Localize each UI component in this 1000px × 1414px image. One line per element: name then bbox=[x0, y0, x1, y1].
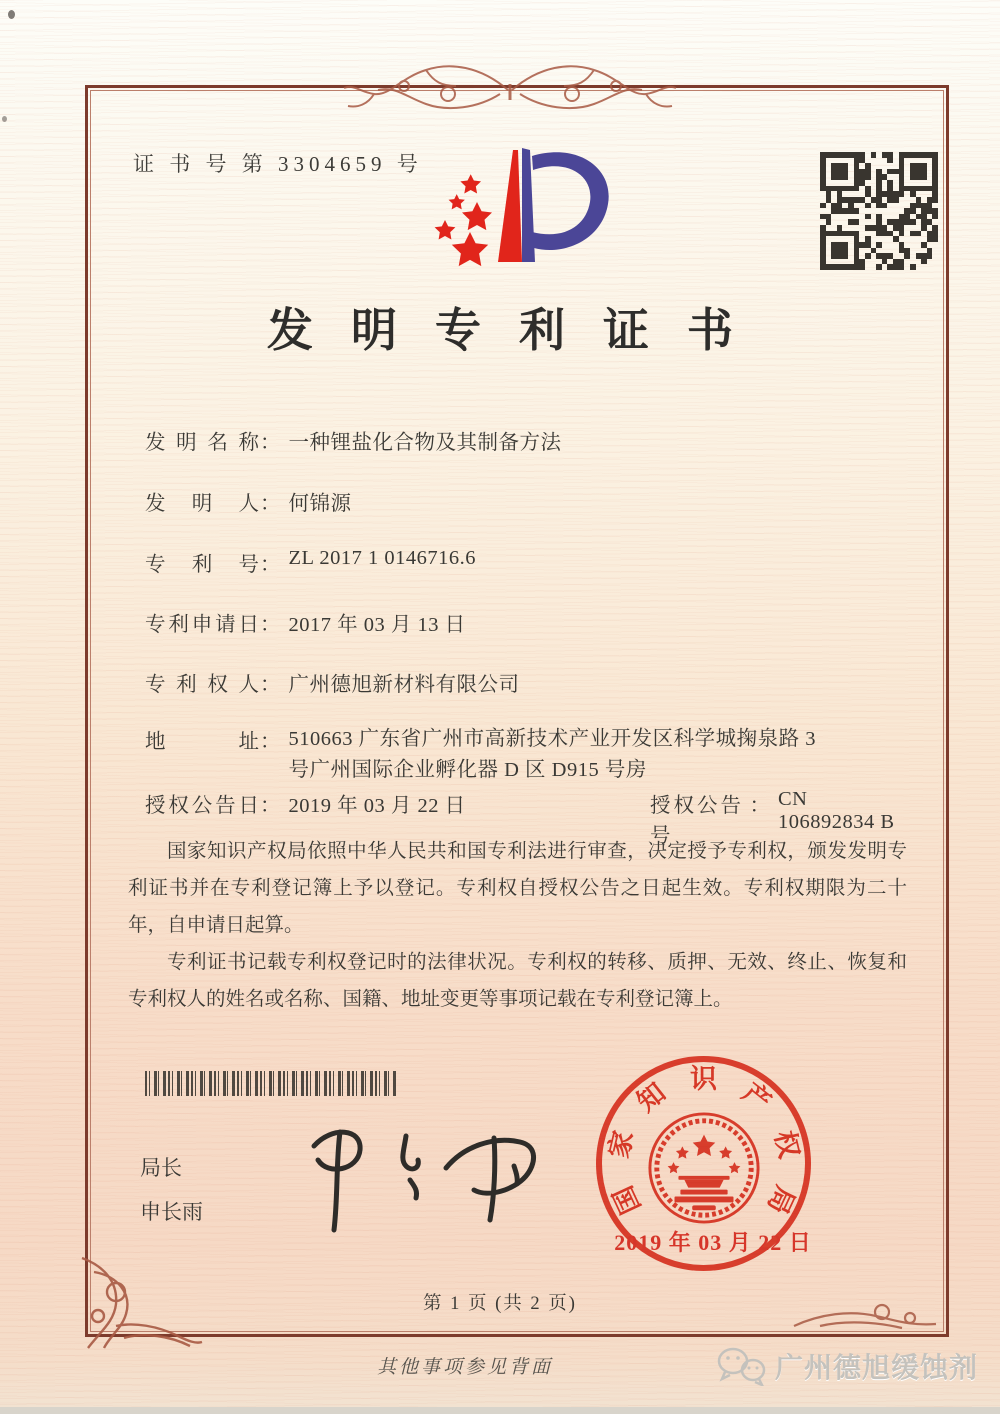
field-label: 专利申请日 bbox=[145, 614, 259, 636]
legal-paragraph-1: 国家知识产权局依照中华人民共和国专利法进行审查，决定授予专利权，颁发发明专利证书并在专利登记簿上予以登记。专利权自授权公告之日起生效。专利权期限为二十年，自申请日起算。 bbox=[128, 841, 907, 936]
field-patentee: 专利权人 ： 广州德旭新材料有限公司 bbox=[145, 667, 520, 697]
scan-edge bbox=[0, 1407, 1000, 1414]
field-label: 授权公告号 bbox=[650, 795, 744, 847]
field-value: 2017 年 03 月 13 日 bbox=[288, 614, 466, 636]
field-label: 专利权人 bbox=[145, 674, 259, 696]
seal-ring-char: 局 bbox=[761, 1180, 800, 1218]
field-value bbox=[289, 724, 817, 786]
field-label: 发明名称 bbox=[145, 432, 259, 454]
seal-ring-char: 知 bbox=[630, 1076, 671, 1117]
legal-body-text bbox=[128, 833, 907, 1018]
seal-ring-char: 国 bbox=[607, 1180, 646, 1218]
seal-date: 2019 年 03 月 22 日 bbox=[614, 1230, 812, 1255]
page-number: 第 1 页 (共 2 页) bbox=[423, 1294, 577, 1314]
national-emblem-icon bbox=[645, 1109, 763, 1227]
field-label: 地址 bbox=[145, 731, 259, 753]
address-line-1: 510663 广东省广州市高新技术产业开发区科学城掬泉路 3 bbox=[288, 728, 816, 750]
legal-paragraph-2: 专利证书记载专利权登记时的法律状况。专利权的转移、质押、无效、终止、恢复和专利权人的姓名或名称、国籍、地址变更等事项记载在专利登记簿上。 bbox=[128, 952, 907, 1010]
scan-speck bbox=[8, 10, 15, 19]
field-address: 地址 ： 510663 广东省广州市高新技术产业开发区科学城掬泉路 3 号广州国际企业孵化器 D 区 D915 号房 bbox=[145, 724, 816, 786]
watermark-text: 广州德旭缓蚀剂 bbox=[774, 1352, 978, 1383]
wechat-icon bbox=[715, 1346, 767, 1386]
field-label: 发明人 bbox=[145, 493, 259, 515]
certificate-number: 证 书 号 第 3304659 号 bbox=[133, 152, 423, 176]
field-label: 授权公告日 bbox=[145, 795, 259, 817]
field-inventor: 发明人 ： 何锦源 bbox=[145, 486, 352, 516]
field-grant-number: 授权公告号 ： CN 106892834 B bbox=[650, 788, 905, 848]
director-title: 局长 bbox=[140, 1156, 182, 1180]
field-value: 一种锂盐化合物及其制备方法 bbox=[288, 432, 562, 454]
director-name: 申长雨 bbox=[140, 1200, 203, 1224]
field-label: 专利号 bbox=[145, 554, 259, 576]
field-value: ZL 2017 1 0146716.6 bbox=[288, 547, 477, 569]
barcode bbox=[145, 1071, 397, 1096]
address-line-2: 号广州国际企业孵化器 D 区 D915 号房 bbox=[288, 759, 647, 781]
cnipa-logo bbox=[432, 140, 622, 305]
certificate-title: 发明专利证书 bbox=[267, 305, 771, 356]
grant-number-value: CN 106892834 B bbox=[777, 788, 895, 833]
field-value: 何锦源 bbox=[288, 493, 352, 515]
grant-date-value: 2019 年 03 月 22 日 bbox=[288, 795, 466, 817]
director-signature bbox=[288, 1102, 548, 1242]
seal-ring-char: 家 bbox=[603, 1127, 639, 1161]
qr-code bbox=[820, 152, 938, 270]
field-value: 广州德旭新材料有限公司 bbox=[288, 674, 520, 696]
footer-note: 其他事项参见背面 bbox=[376, 1357, 553, 1378]
watermark bbox=[715, 1346, 978, 1386]
seal-ring-char: 产 bbox=[736, 1076, 777, 1117]
scan-speck bbox=[2, 116, 7, 122]
field-grant-row: 授权公告日 ： 2019 年 03 月 22 日 授权公告号 ： CN 106892834 B bbox=[145, 788, 905, 818]
director-block bbox=[140, 1146, 203, 1234]
field-invention-name: 发明名称 ： 一种锂盐化合物及其制备方法 bbox=[145, 425, 562, 455]
seal-ring-char: 识 bbox=[690, 1063, 717, 1094]
field-patent-number: 专利号 ： ZL 2017 1 0146716.6 bbox=[145, 547, 477, 576]
field-application-date: 专利申请日 ： 2017 年 03 月 13 日 bbox=[145, 607, 466, 637]
seal-ring-char: 权 bbox=[768, 1127, 804, 1161]
